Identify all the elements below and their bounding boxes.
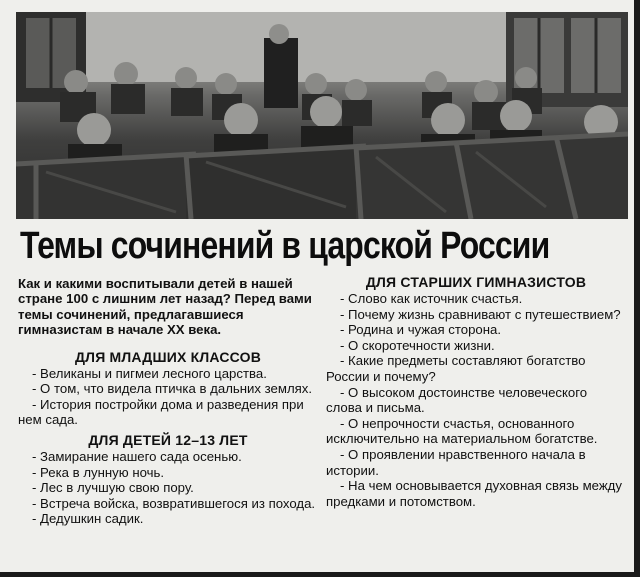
junior-item: - Великаны и пигмеи лесного царства. <box>32 365 267 381</box>
right-column <box>326 274 626 509</box>
senior-item: - О высоком достоинстве человеческого слова и письма. <box>326 384 588 416</box>
kids-item: - Замирание нашего сада осенью. <box>32 449 242 464</box>
senior-item: - О непрочности счастья, основанного исключительно на материальном богатстве. <box>326 415 598 447</box>
section-title-junior: ДЛЯ МЛАДШИХ КЛАССОВ <box>75 348 261 365</box>
senior-item: - Почему жизнь сравнивают с путешествием? <box>340 306 621 322</box>
intro-paragraph: Как и какими воспитывали детей в нашей стране 100 с лишним лет назад? Перед вами темы сочинений, предлагавшиеся гимназистам в начале XX века. <box>18 276 312 338</box>
kids-item: - Река в лунную ночь. <box>32 464 165 480</box>
senior-item: - О скоротечности жизни. <box>340 337 495 353</box>
headline: Темы сочинений в царской России <box>20 225 550 267</box>
senior-item: - Какие предметы составляют богатство России и почему? <box>326 353 586 384</box>
classroom-photo <box>16 12 628 219</box>
kids-item: - Дедушкин садик. <box>32 511 144 527</box>
left-column <box>18 276 318 527</box>
senior-item: - На чем основывается духовная связь между предками и потомством. <box>326 478 622 509</box>
junior-item: - О том, что видела птичка в дальних землях. <box>32 381 313 397</box>
senior-item: - О проявлении нравственного начала в истории. <box>326 446 586 478</box>
section-title-senior: ДЛЯ СТАРШИХ ГИМНАЗИСТОВ <box>365 274 587 290</box>
junior-item: - История постройки дома и разведения при нем сада. <box>18 396 304 428</box>
senior-item: - Слово как источник счастья. <box>340 291 523 306</box>
senior-item: - Родина и чужая сторона. <box>340 322 502 338</box>
section-title-kids: ДЛЯ ДЕТЕЙ 12–13 ЛЕТ <box>88 432 248 448</box>
kids-item: - Лес в лучшую свою пору. <box>32 480 194 496</box>
kids-item: - Встреча войска, возвратившегося из похода. <box>32 495 316 511</box>
classroom-photo-drawing <box>16 12 628 219</box>
